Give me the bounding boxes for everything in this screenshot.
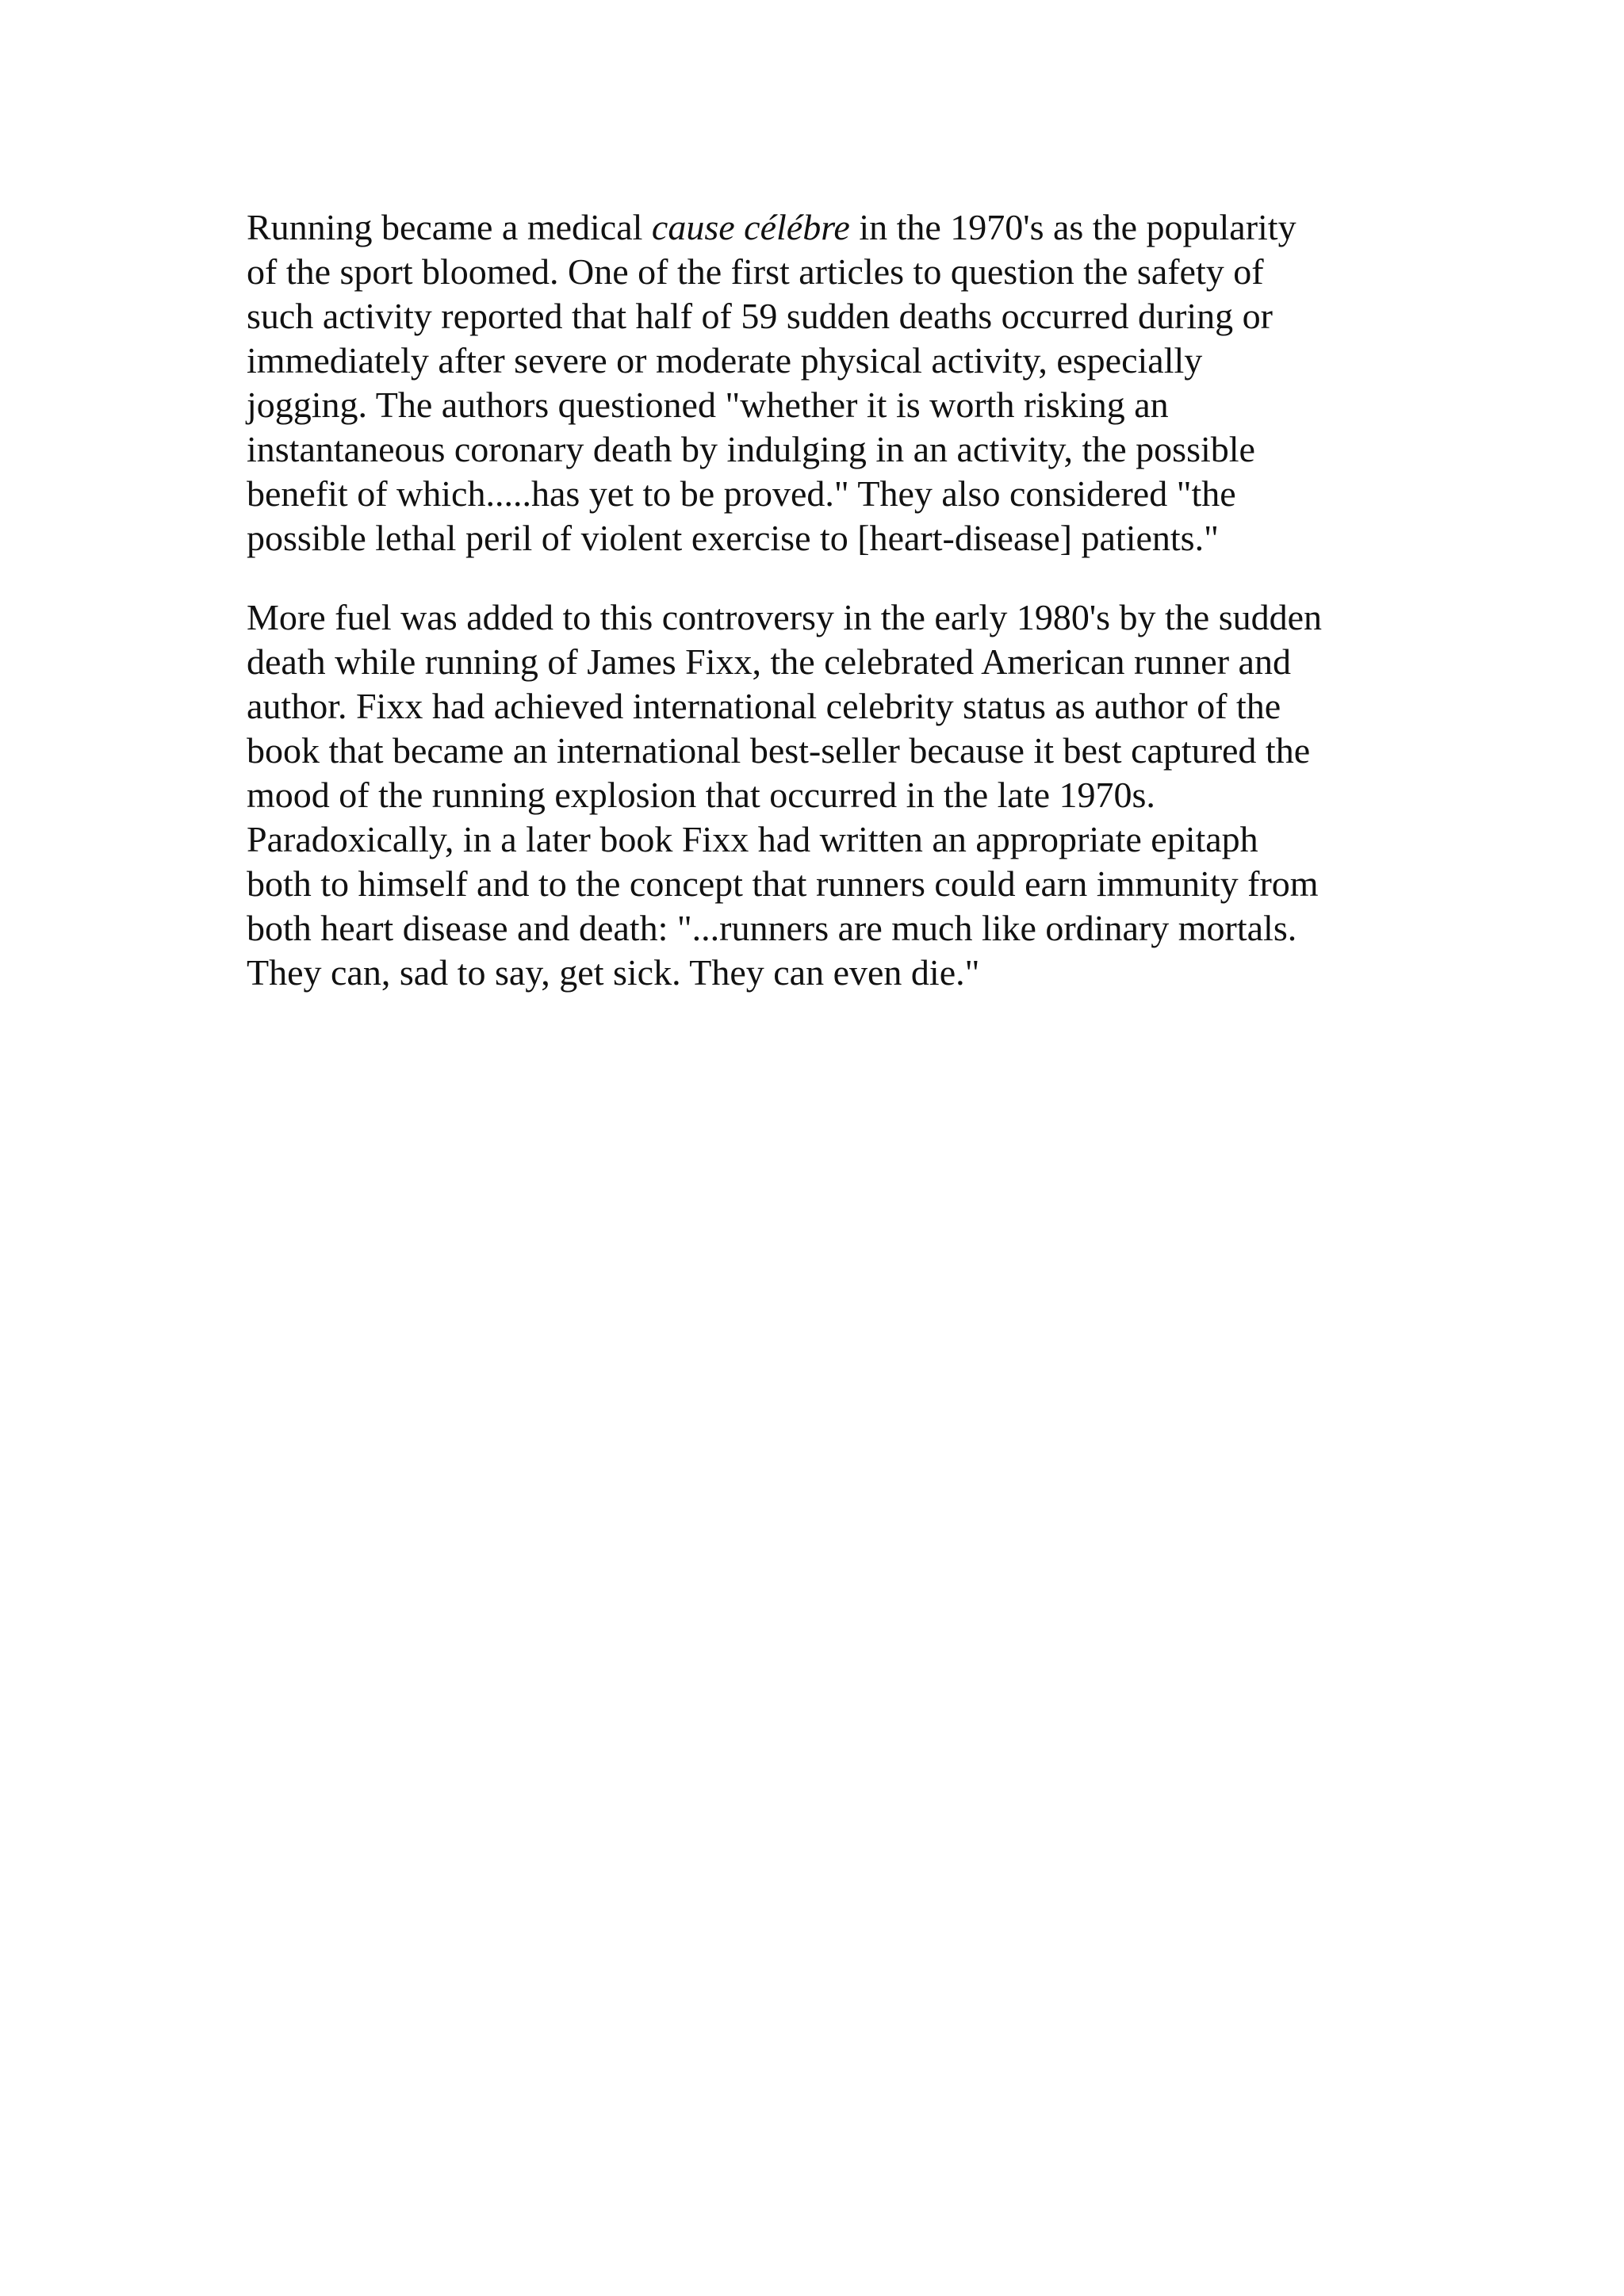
paragraph-line: jogging. The authors questioned "whether it is worth risking an — [247, 385, 1169, 425]
paragraph-1 — [247, 205, 1404, 561]
paragraph-line: instantaneous coronary death by indulging in an activity, the possible — [247, 429, 1255, 469]
line-text: Running became a medical — [247, 207, 652, 247]
paragraph-line: They can, sad to say, get sick. They can even die." — [247, 952, 980, 993]
document-text — [247, 205, 1404, 995]
paragraph-line: possible lethal peril of violent exercise to [heart-disease] patients." — [247, 518, 1219, 558]
paragraph-line: both to himself and to the concept that runners could earn immunity from — [247, 863, 1319, 904]
italic-phrase: cause célébre — [651, 207, 850, 247]
paragraph-line: of the sport bloomed. One of the first articles to question the safety of — [247, 251, 1264, 292]
paragraph-2 — [247, 595, 1404, 995]
line-text: in the 1970's as the popularity — [849, 207, 1297, 247]
paragraph-line: death while running of James Fixx, the celebrated American runner and — [247, 641, 1291, 682]
paragraph-line: both heart disease and death: "...runners are much like ordinary mortals. — [247, 908, 1297, 948]
paragraph-line: mood of the running explosion that occurred in the late 1970s. — [247, 775, 1155, 815]
paragraph-line — [247, 205, 1404, 250]
paragraph-line: immediately after severe or moderate physical activity, especially — [247, 340, 1203, 381]
paragraph-line: More fuel was added to this controversy in the early 1980's by the sudden — [247, 597, 1323, 637]
paragraph-line: book that became an international best-seller because it best captured the — [247, 730, 1311, 771]
paragraph-line: author. Fixx had achieved international celebrity status as author of the — [247, 686, 1281, 726]
paragraph-line: such activity reported that half of 59 sudden deaths occurred during or — [247, 296, 1273, 336]
paragraph-line: benefit of which.....has yet to be proved." They also considered "the — [247, 473, 1236, 514]
paragraph-line: Paradoxically, in a later book Fixx had written an appropriate epitaph — [247, 819, 1258, 859]
